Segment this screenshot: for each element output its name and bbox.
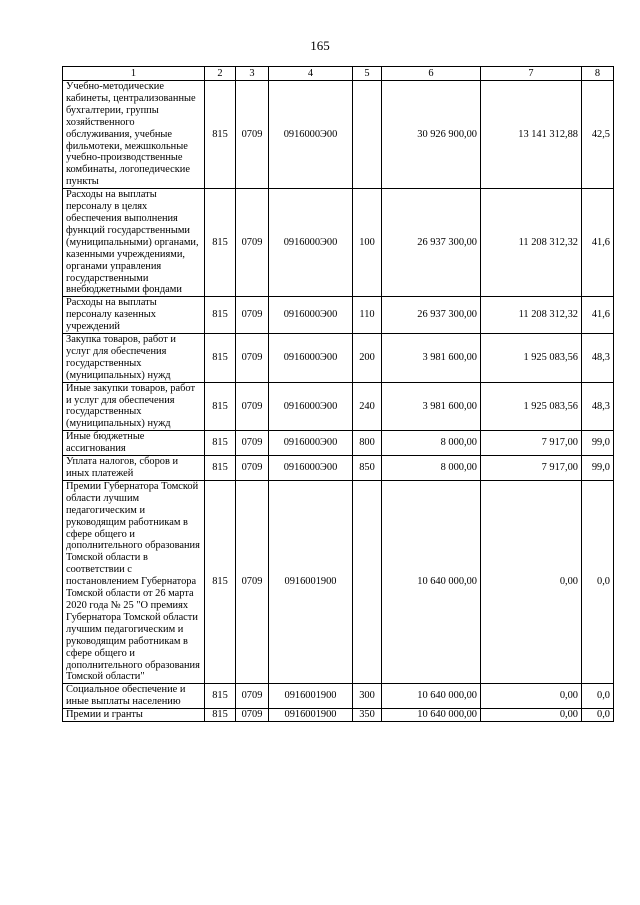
row-percent: 41,6 — [582, 297, 614, 334]
row-percent: 99,0 — [582, 456, 614, 481]
row-plan: 10 640 000,00 — [382, 480, 481, 683]
row-plan: 10 640 000,00 — [382, 684, 481, 709]
row-plan: 3 981 600,00 — [382, 334, 481, 383]
row-target: 0916000Э00 — [269, 456, 353, 481]
row-fact: 0,00 — [481, 480, 582, 683]
row-section: 0709 — [236, 334, 269, 383]
row-target: 0916000Э00 — [269, 431, 353, 456]
table-row — [63, 456, 614, 481]
row-grbs: 815 — [205, 189, 236, 297]
row-percent: 0,0 — [582, 684, 614, 709]
row-type: 300 — [353, 684, 382, 709]
row-section: 0709 — [236, 431, 269, 456]
row-plan: 3 981 600,00 — [382, 382, 481, 431]
row-type: 240 — [353, 382, 382, 431]
row-percent: 0,0 — [582, 480, 614, 683]
row-type: 850 — [353, 456, 382, 481]
row-grbs: 815 — [205, 480, 236, 683]
row-plan: 10 640 000,00 — [382, 709, 481, 722]
row-fact: 11 208 312,32 — [481, 189, 582, 297]
header-cell: 4 — [269, 67, 353, 81]
row-section: 0709 — [236, 709, 269, 722]
row-type — [353, 81, 382, 189]
row-percent: 42,5 — [582, 81, 614, 189]
header-cell: 1 — [63, 67, 205, 81]
row-fact: 11 208 312,32 — [481, 297, 582, 334]
row-section: 0709 — [236, 297, 269, 334]
row-grbs: 815 — [205, 334, 236, 383]
row-section: 0709 — [236, 456, 269, 481]
row-name: Иные закупки товаров, работ и услуг для обеспечения государственных (муниципальных) нужд — [63, 382, 205, 431]
table-row — [63, 334, 614, 383]
row-section: 0709 — [236, 684, 269, 709]
table-row — [63, 297, 614, 334]
row-name: Закупка товаров, работ и услуг для обеспечения государственных (муниципальных) нужд — [63, 334, 205, 383]
budget-table — [62, 66, 614, 722]
row-plan: 30 926 900,00 — [382, 81, 481, 189]
row-grbs: 815 — [205, 431, 236, 456]
row-section: 0709 — [236, 81, 269, 189]
header-cell: 7 — [481, 67, 582, 81]
row-grbs: 815 — [205, 297, 236, 334]
row-target: 0916001900 — [269, 480, 353, 683]
row-grbs: 815 — [205, 456, 236, 481]
row-target: 0916000Э00 — [269, 382, 353, 431]
row-grbs: 815 — [205, 382, 236, 431]
row-name: Премии Губернатора Томской области лучшим педагогическим и руководящим работникам в сфере общего и дополнительного образования Томской области в соответствии с постановлением Губернатора Томской области от 26 марта 2020 года № 25 "О премиях Губернатора Томской области лучшим педагогическим и руководящим работникам в сфере общего и дополнительного образования Томской области" — [63, 480, 205, 683]
row-type: 800 — [353, 431, 382, 456]
row-fact: 1 925 083,56 — [481, 334, 582, 383]
row-type: 110 — [353, 297, 382, 334]
row-section: 0709 — [236, 189, 269, 297]
header-row — [63, 67, 614, 81]
row-grbs: 815 — [205, 684, 236, 709]
row-name: Уплата налогов, сборов и иных платежей — [63, 456, 205, 481]
row-percent: 0,0 — [582, 709, 614, 722]
row-target: 0916001900 — [269, 684, 353, 709]
row-percent: 48,3 — [582, 382, 614, 431]
row-fact: 1 925 083,56 — [481, 382, 582, 431]
row-name: Социальное обеспечение и иные выплаты населению — [63, 684, 205, 709]
table-row — [63, 709, 614, 722]
header-cell: 2 — [205, 67, 236, 81]
row-type: 100 — [353, 189, 382, 297]
header-cell: 8 — [582, 67, 614, 81]
row-type — [353, 480, 382, 683]
table-row — [63, 81, 614, 189]
row-fact: 13 141 312,88 — [481, 81, 582, 189]
row-fact: 7 917,00 — [481, 431, 582, 456]
row-plan: 26 937 300,00 — [382, 189, 481, 297]
table-row — [63, 189, 614, 297]
row-name: Премии и гранты — [63, 709, 205, 722]
row-target: 0916000Э00 — [269, 189, 353, 297]
table-row — [63, 684, 614, 709]
row-fact: 0,00 — [481, 709, 582, 722]
row-percent: 48,3 — [582, 334, 614, 383]
row-target: 0916000Э00 — [269, 297, 353, 334]
row-plan: 26 937 300,00 — [382, 297, 481, 334]
header-cell: 5 — [353, 67, 382, 81]
row-section: 0709 — [236, 382, 269, 431]
table-row — [63, 480, 614, 683]
row-fact: 7 917,00 — [481, 456, 582, 481]
row-grbs: 815 — [205, 709, 236, 722]
row-plan: 8 000,00 — [382, 456, 481, 481]
row-target: 0916001900 — [269, 709, 353, 722]
table-row — [63, 382, 614, 431]
header-cell: 3 — [236, 67, 269, 81]
row-percent: 99,0 — [582, 431, 614, 456]
row-target: 0916000Э00 — [269, 81, 353, 189]
row-grbs: 815 — [205, 81, 236, 189]
row-section: 0709 — [236, 480, 269, 683]
row-fact: 0,00 — [481, 684, 582, 709]
row-name: Учебно-методические кабинеты, централизованные бухгалтерии, группы хозяйственного обслуживания, учебные фильмотеки, межшкольные учебно-производственные комбинаты, логопедические пункты — [63, 81, 205, 189]
row-type: 200 — [353, 334, 382, 383]
row-name: Расходы на выплаты персоналу казенных учреждений — [63, 297, 205, 334]
header-cell: 6 — [382, 67, 481, 81]
row-target: 0916000Э00 — [269, 334, 353, 383]
page-number: 165 — [310, 38, 330, 53]
table-row — [63, 431, 614, 456]
row-name: Иные бюджетные ассигнования — [63, 431, 205, 456]
row-name: Расходы на выплаты персоналу в целях обеспечения выполнения функций государственными (муниципальными) органами, казенными учреждениями, органами управления государственными внебюджетными фондами — [63, 189, 205, 297]
row-plan: 8 000,00 — [382, 431, 481, 456]
row-percent: 41,6 — [582, 189, 614, 297]
row-type: 350 — [353, 709, 382, 722]
